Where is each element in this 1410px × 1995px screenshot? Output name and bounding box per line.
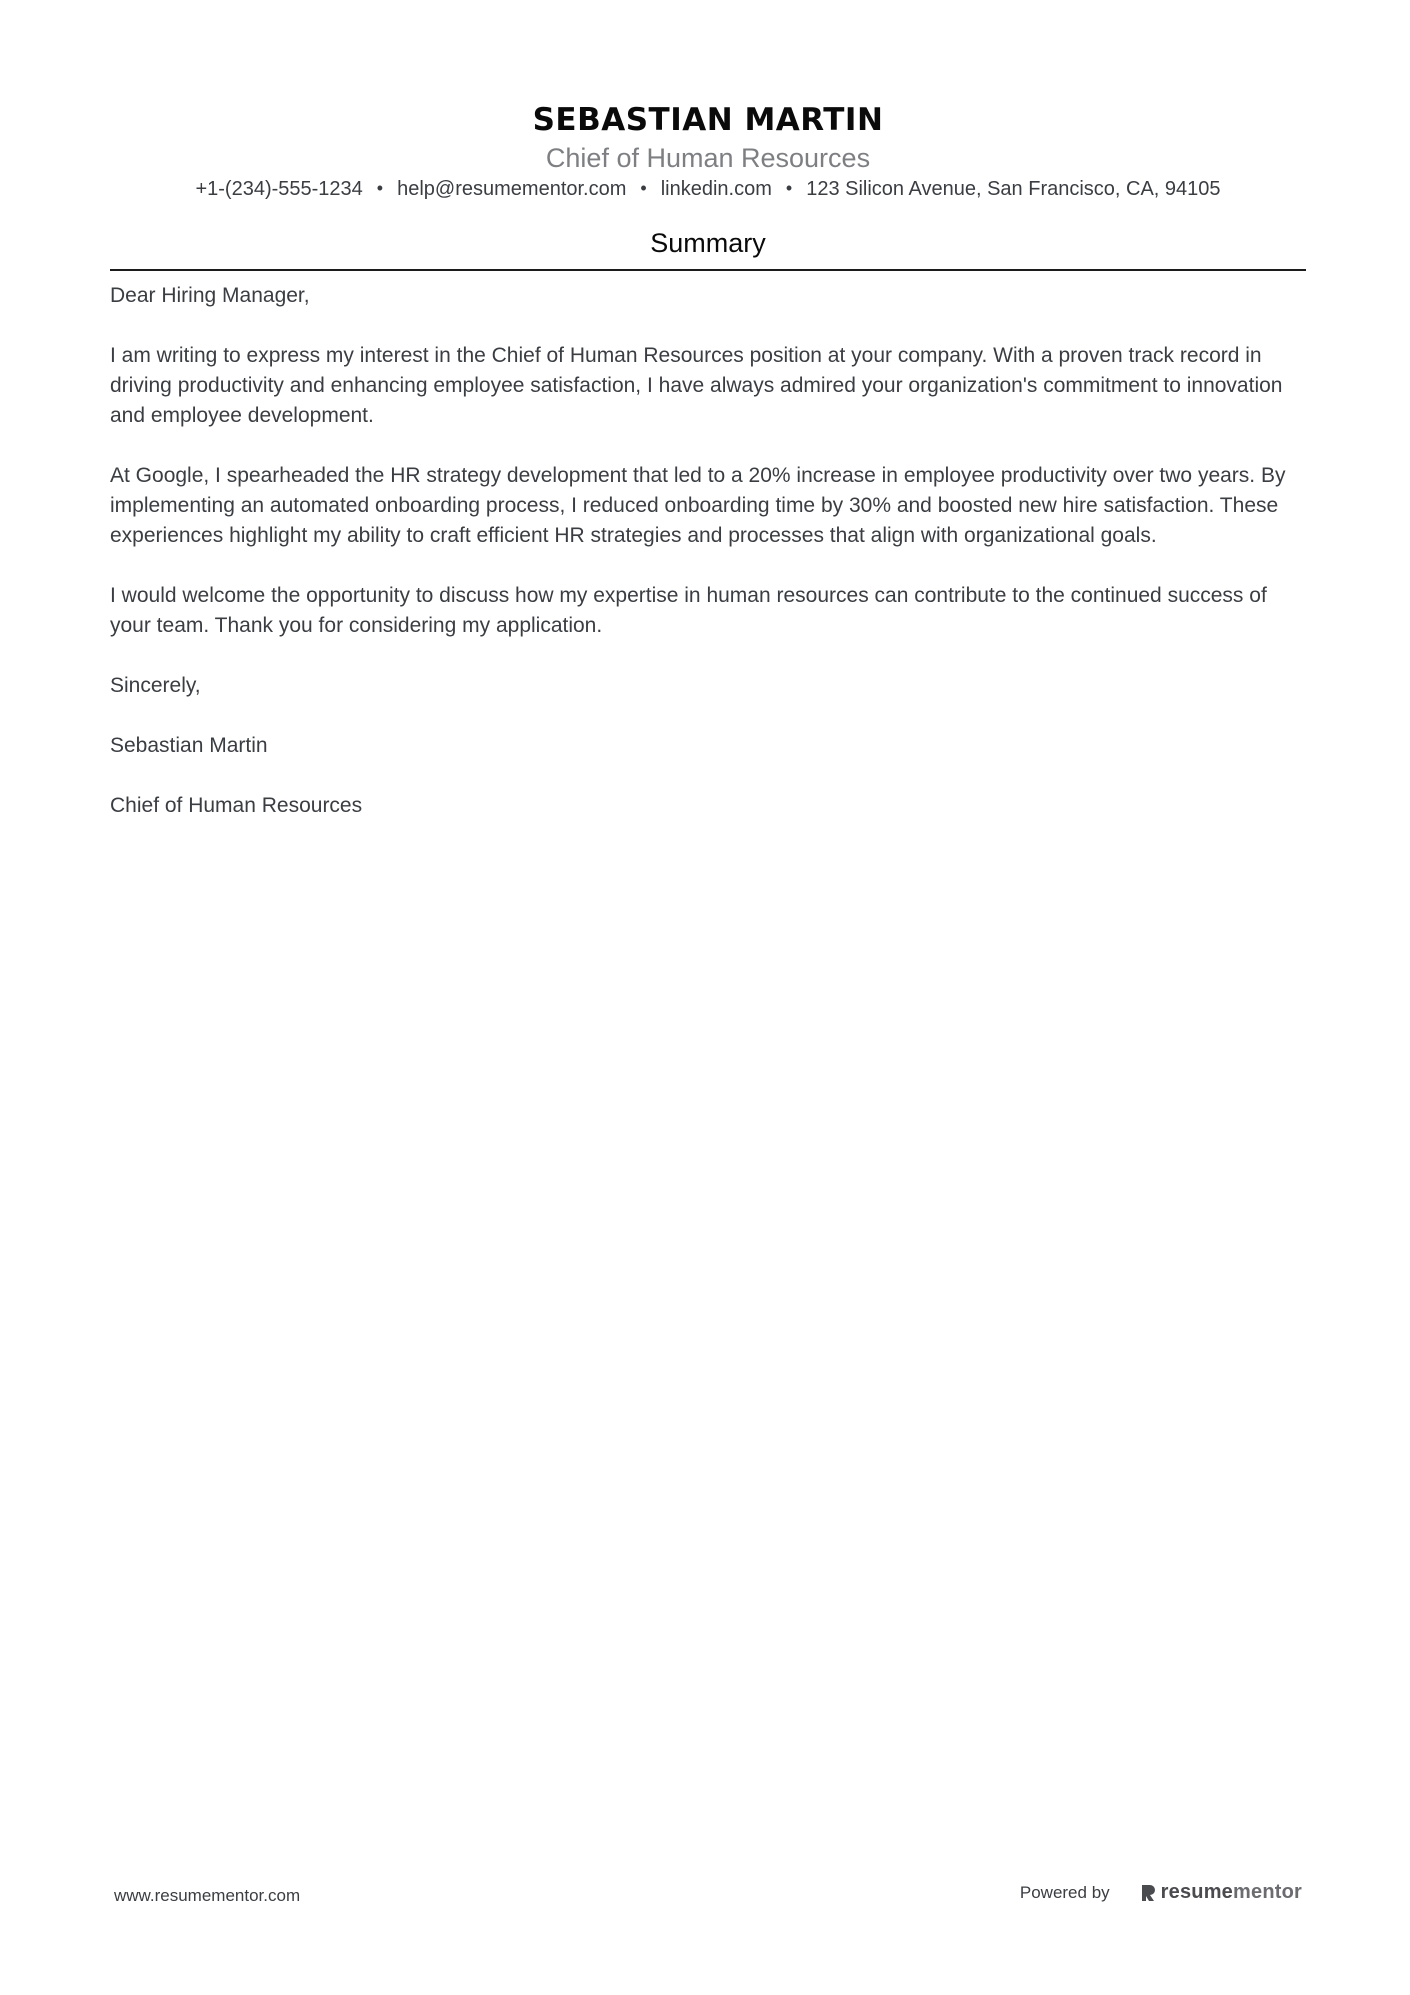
signature-title: Chief of Human Resources (110, 794, 363, 817)
brand-name-part1: resume (1160, 1881, 1234, 1903)
contact-address: 123 Silicon Avenue, San Francisco, CA, 94105 (806, 178, 1221, 200)
brand-name-part2: mentor (1233, 1881, 1302, 1903)
powered-by-label: Powered by (1019, 1882, 1110, 1902)
letter-body (110, 281, 1306, 851)
resumementor-logo-icon (1140, 1883, 1156, 1903)
section-title-summary: Summary (650, 228, 766, 258)
signature-name: Sebastian Martin (110, 734, 268, 757)
footer-website[interactable]: www.resumementor.com (114, 1886, 301, 1905)
paragraph-1: I am writing to express my interest in the Chief of Human Resources position at your company. With a proven track record in driving productivity and enhancing employee satisfaction, I have always admired your organization's commitment to innovation and employee development. (110, 344, 1283, 427)
separator-dot: • (785, 178, 793, 198)
footer-branding (1020, 1881, 1302, 1904)
contact-linkedin[interactable]: linkedin.com (660, 178, 772, 200)
candidate-name: SEBASTIAN MARTIN (532, 102, 884, 138)
contact-line (110, 175, 1306, 203)
paragraph-2: At Google, I spearheaded the HR strategy development that led to a 20% increase in employee productivity over two years. By implementing an automated onboarding process, I reduced onboarding time by 30% and boosted new hire satisfaction. These experiences highlight my ability to craft efficient HR strategies and processes that align with organizational goals. (110, 464, 1286, 547)
separator-dot: • (640, 178, 647, 198)
contact-email[interactable]: help@resumementor.com (397, 178, 627, 200)
contact-phone: +1-(234)-555-1234 (195, 178, 363, 200)
section-divider (110, 269, 1306, 271)
header (110, 98, 1306, 203)
separator-dot: • (376, 178, 384, 198)
closing: Sincerely, (110, 674, 201, 697)
salutation: Dear Hiring Manager, (110, 284, 310, 307)
brand-logo[interactable] (1140, 1881, 1302, 1904)
paragraph-3: I would welcome the opportunity to discuss how my expertise in human resources can contribute to the continued success of your team. Thank you for considering my application. (110, 584, 1267, 637)
candidate-role: Chief of Human Resources (545, 143, 871, 173)
